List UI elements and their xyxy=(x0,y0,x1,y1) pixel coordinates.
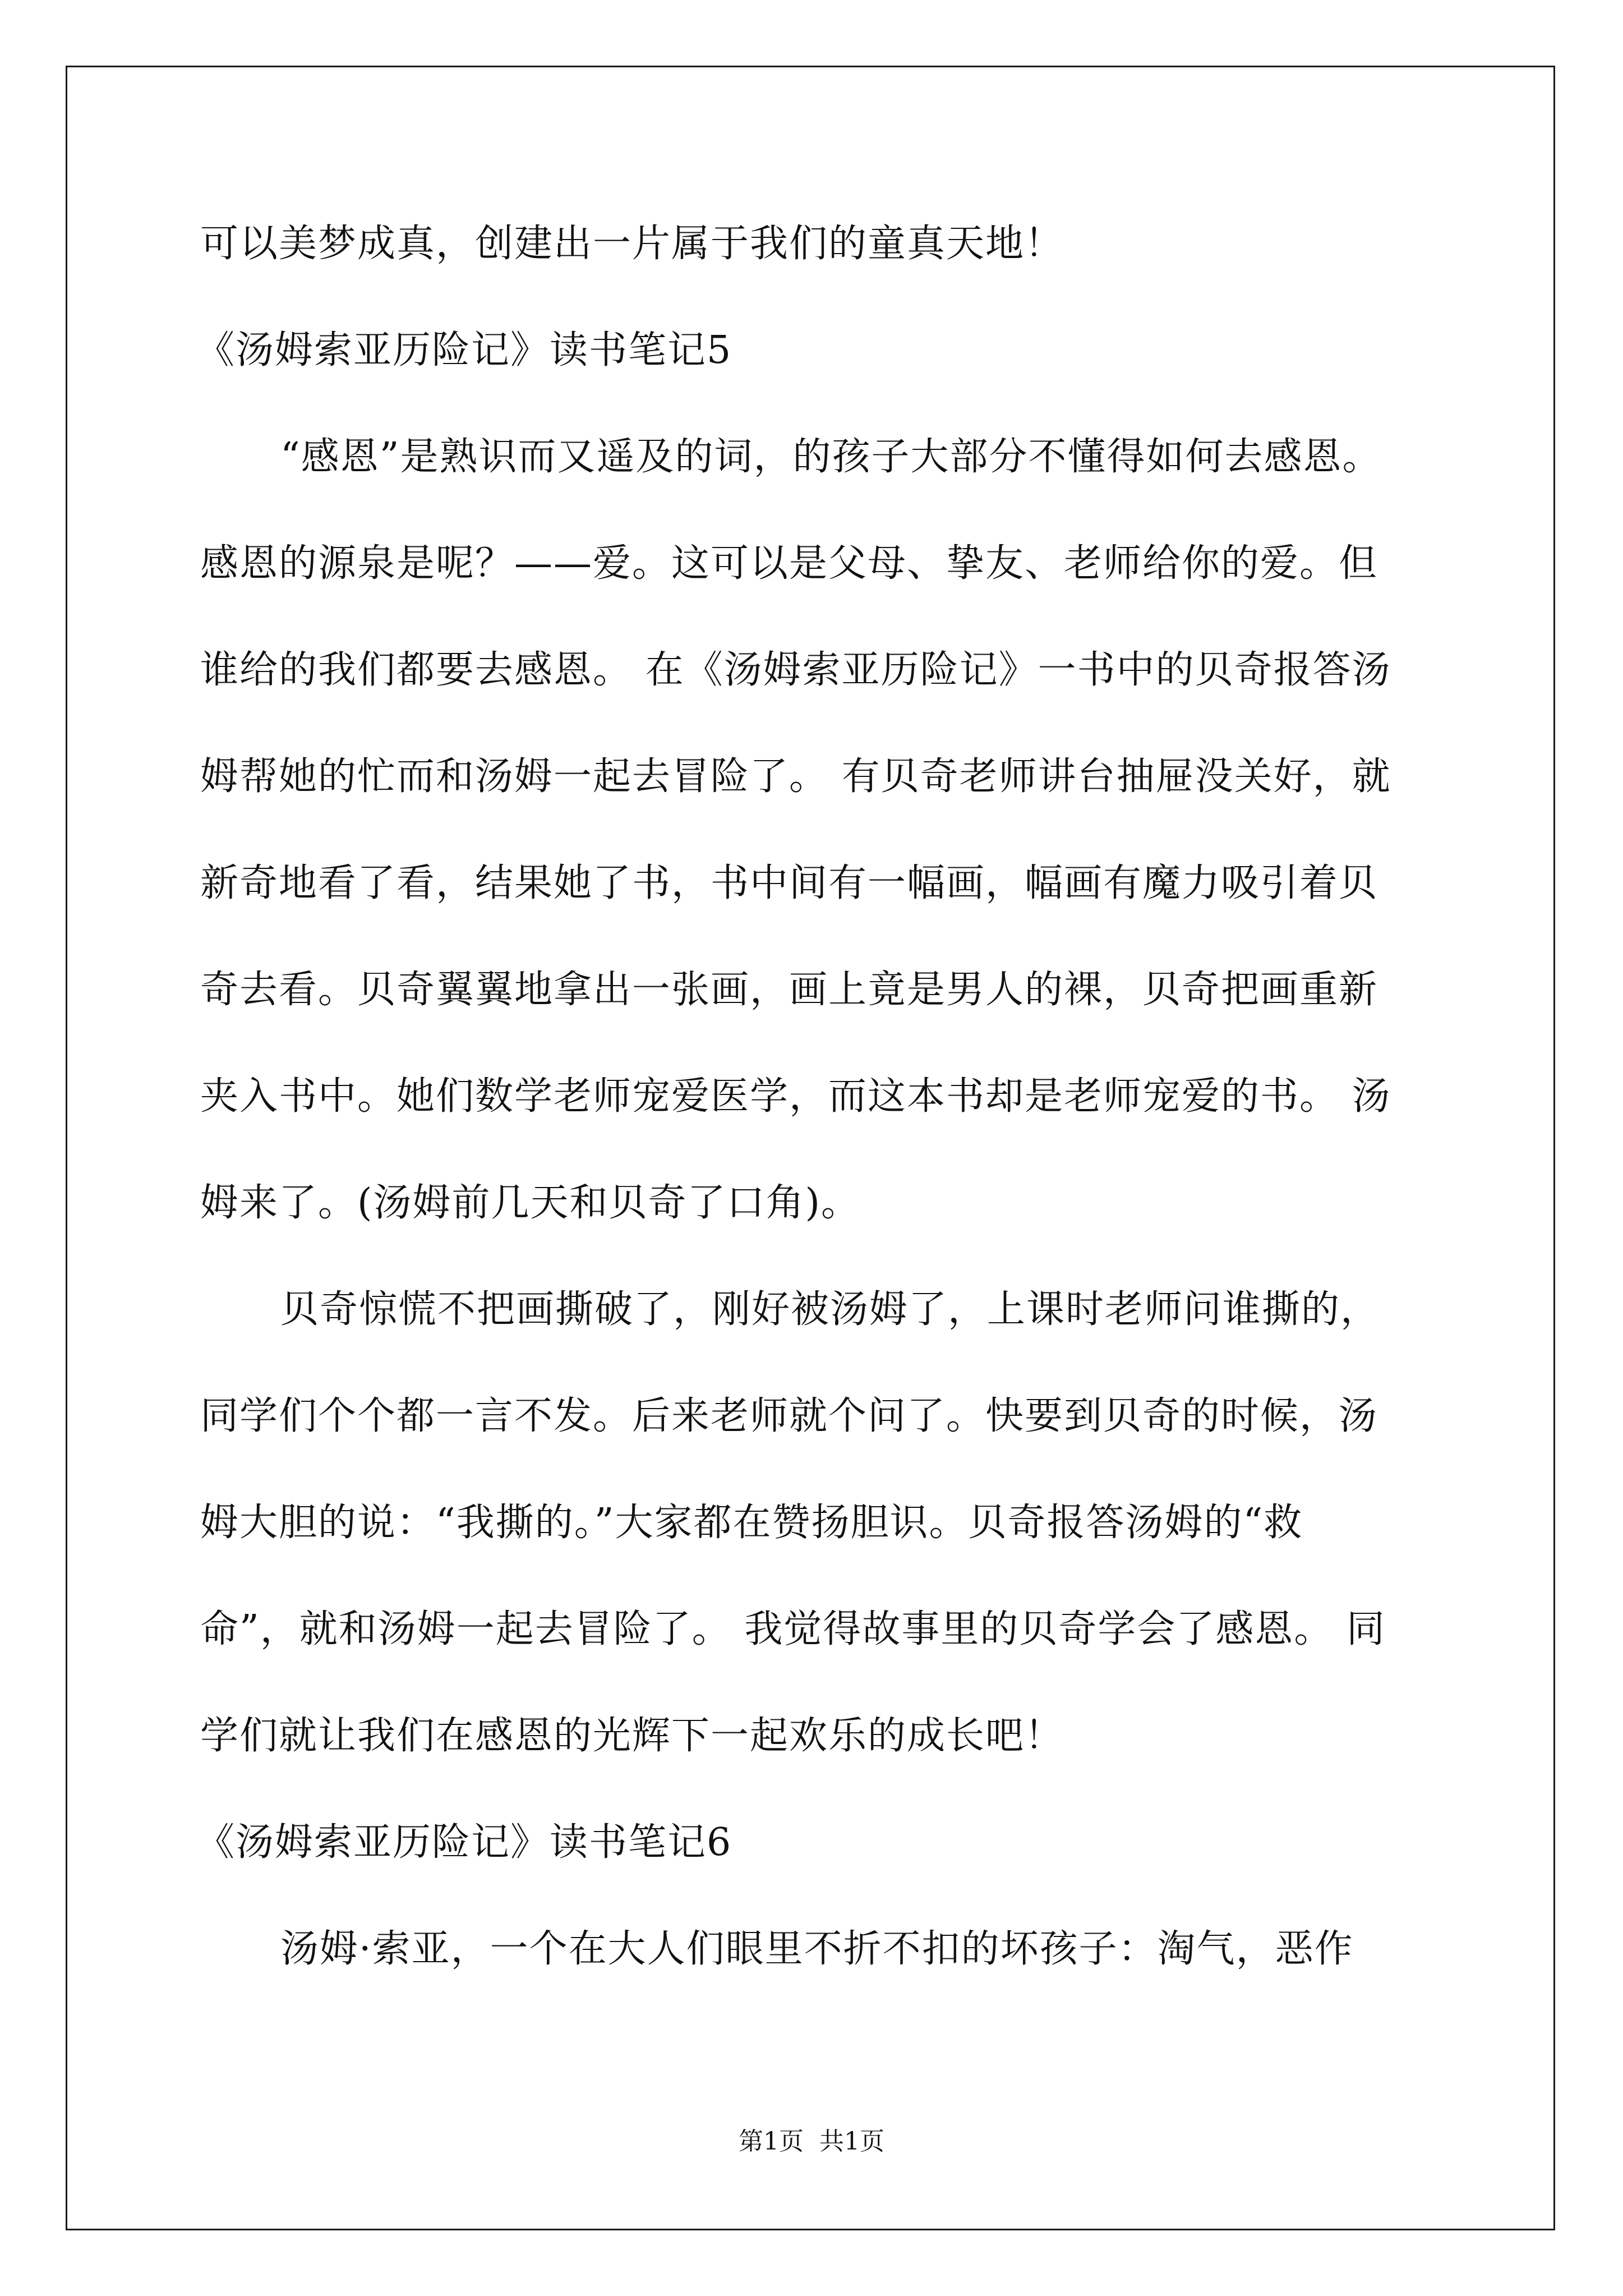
paragraph-line: 命”，就和汤姆一起去冒险了。 我觉得故事里的贝奇学会了感恩。 同 xyxy=(200,1607,1386,1651)
paragraph-line: 姆帮她的忙而和汤姆一起去冒险了。 有贝奇老师讲台抽屉没关好，就 xyxy=(200,754,1391,799)
paragraph-line: 可以美梦成真，创建出一片属于我们的童真天地！ xyxy=(200,222,1064,266)
section-heading: 《汤姆索亚历险记》读书笔记6 xyxy=(196,1820,732,1865)
paragraph-line: 夹入书中。她们数学老师宠爱医学，而这本书却是老师宠爱的书。 汤 xyxy=(200,1074,1391,1119)
paragraph-line: “感恩”是熟识而又遥及的词，的孩子大部分不懂得如何去感恩。 xyxy=(280,435,1382,479)
paragraph-line: 贝奇惊慌不把画撕破了，刚好被汤姆了，上课时老师问谁撕的， xyxy=(280,1287,1380,1332)
paragraph-line: 奇去看。贝奇翼翼地拿出一张画，画上竟是男人的裸，贝奇把画重新 xyxy=(200,968,1378,1012)
paragraph-line: 汤姆·索亚，一个在大人们眼里不折不扣的坏孩子：淘气，恶作 xyxy=(280,1927,1354,1971)
page-border xyxy=(66,66,1555,2230)
paragraph-line: 姆大胆的说：“我撕的。”大家都在赞扬胆识。贝奇报答汤姆的“救 xyxy=(200,1501,1303,1545)
section-heading: 《汤姆索亚历险记》读书笔记5 xyxy=(196,328,732,372)
paragraph-line: 感恩的源泉是呢？——爱。这可以是父母、挚友、老师给你的爱。但 xyxy=(200,541,1378,586)
paragraph-line: 谁给的我们都要去感恩。 在《汤姆索亚历险记》一书中的贝奇报答汤 xyxy=(200,648,1391,692)
paragraph-line: 姆来了。(汤姆前几天和贝奇了口角)。 xyxy=(200,1181,861,1225)
page-footer: 第1页 共1页 xyxy=(739,2127,884,2156)
paragraph-line: 学们就让我们在感恩的光辉下一起欢乐的成长吧！ xyxy=(200,1714,1064,1758)
paragraph-line: 同学们个个都一言不发。后来老师就个问了。快要到贝奇的时候，汤 xyxy=(200,1394,1378,1438)
paragraph-line: 新奇地看了看，结果她了书，书中间有一幅画，幅画有魔力吸引着贝 xyxy=(200,861,1378,905)
